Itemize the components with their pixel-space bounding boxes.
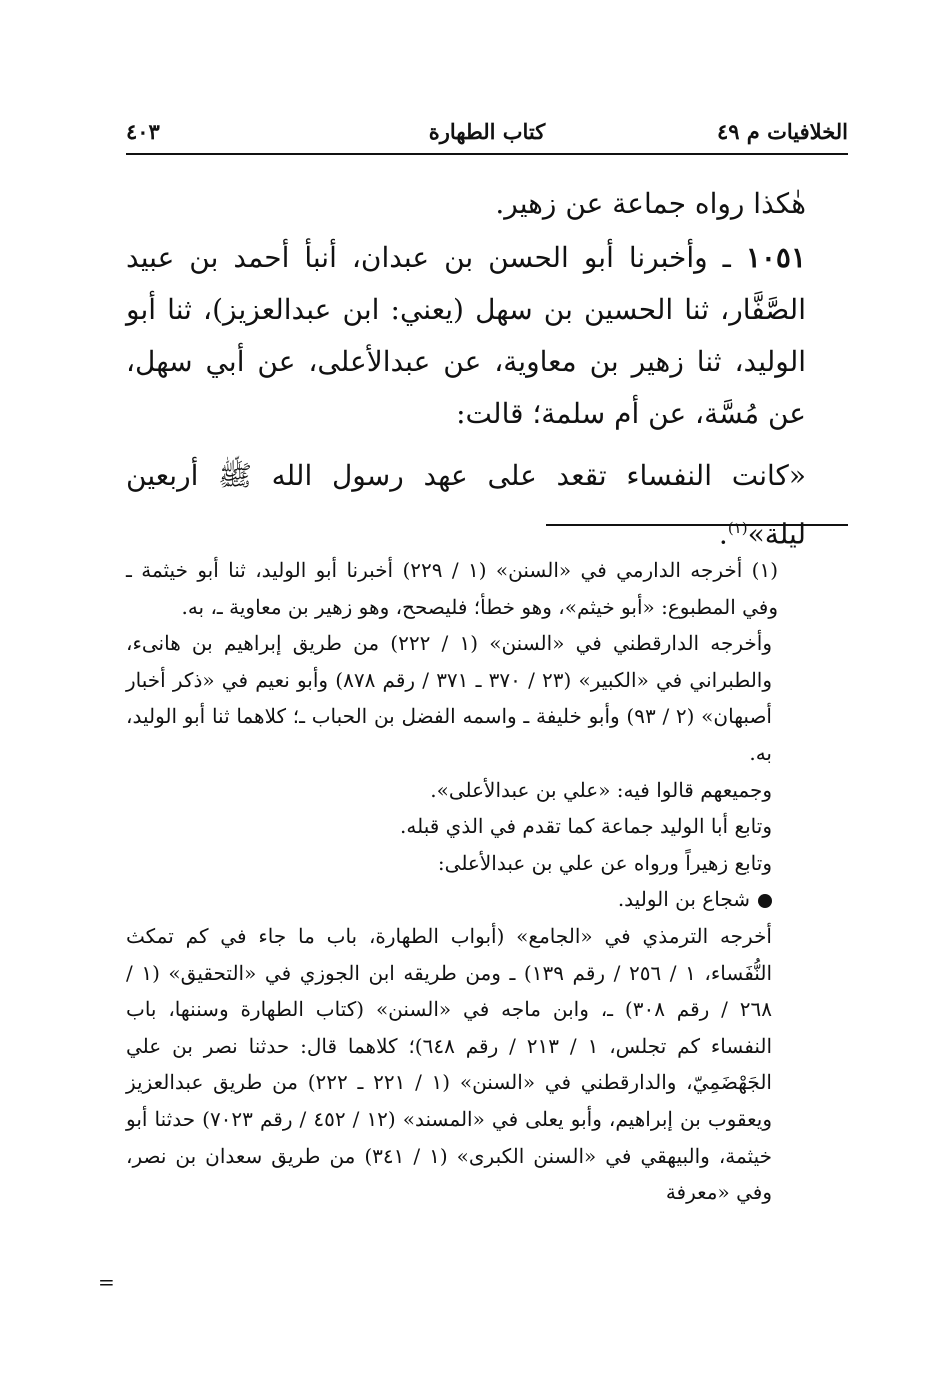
footnote-para-7: أخرجه الترمذي في «الجامع» (أبواب الطهارة، باب ما جاء في كم تمكث النُّفَساء، ١ / ٢٥٦ / رقم ١٣٩) ـ ومن طريقه ابن الجوزي في «التحقيق» (١ / ٢٦٨ / رقم ٣٠٨) ـ، وابن ماجه في «السنن» (كتاب الطهارة وسننها، باب النفساء كم تجلس، ١ / ٢١٣ / رقم ٦٤٨)؛ كلاهما قال: حدثنا نصر بن علي الجَهْضَمِيّ، والدارقطني في «السنن» (١ / ٢٢١ ـ ٢٢٢) من طريق عبدالعزيز ويعقوب بن إبراهيم، وأبو يعلى في «المسند» (١٢ / ٤٥٢ / رقم ٧٠٢٣) حدثنا أبو خيثمة، والبيهقي في «السنن الكبرى» (١ / ٣٤١) من طريق سعدان بن نصر، وفي «معرفة bbox=[126, 923, 773, 1205]
footnote-ref: (١) bbox=[727, 519, 748, 537]
bullet-icon bbox=[750, 887, 772, 911]
footnote-para-2: وأخرجه الدارقطني في «السنن» (١ / ٢٢٢) من طريق إبراهيم بن هانىء، والطبراني في «الكبير» (٢٣ / ٣٧٠ ـ ٣٧١ / رقم ٨٧٨) وأبو نعيم في «ذكر أخبار أصبهان» (٢ / ٩٣) وأبو خليفة ـ واسمه الفضل بن الحباب ـ؛ كلاهما ثنا أبو الوليد، به. bbox=[126, 631, 773, 765]
hadith-matn bbox=[126, 450, 848, 560]
bullet-text: شجاع بن الوليد. bbox=[617, 887, 750, 912]
footnote-para-5: وتابع زهيراً ورواه عن علي بن عبدالأعلى: bbox=[437, 850, 772, 875]
page-header bbox=[126, 112, 848, 152]
footnote-para-3: وجميعهم قالوا فيه: «علي بن عبدالأعلى». bbox=[430, 777, 772, 802]
page-number: ٤٠٣ bbox=[126, 119, 160, 144]
continuation-mark: = bbox=[98, 1270, 115, 1294]
footnote-bullet-item bbox=[126, 881, 848, 918]
hadith-block bbox=[126, 232, 848, 440]
footnote-para-4: وتابع أبا الوليد جماعة كما تقدم في الذي قبله. bbox=[400, 814, 772, 839]
hadith-isnad bbox=[126, 232, 848, 440]
header-chapter-title: كتاب الطهارة bbox=[428, 119, 546, 144]
main-text bbox=[126, 178, 848, 230]
footnote-1: (١) أخرجه الدارمي في «السنن» (١ / ٢٢٩) أخبرنا أبو الوليد، ثنا أبو خيثمة ـ وفي المطبوع: «أبو خيثم»، وهو خطأ؛ فليصحح، وهو زهير بن معاوية ـ، به. bbox=[126, 558, 779, 619]
hadith-number: ١٠٥١ bbox=[745, 241, 806, 274]
isnad-text: ـ وأخبرنا أبو الحسن بن عبدان، أنبأ أحمد بن عبيد الصَّفَّار، ثنا الحسين بن سهل (يعني: ابن عبدالعزيز)، ثنا أبو الوليد، ثنا زهير بن معاوية، عن عبدالأعلى، عن أبي سهل، عن مُسَّة، عن أم سلمة؛ قالت: bbox=[126, 241, 806, 430]
header-volume: الخلافيات م ٤٩ bbox=[716, 119, 848, 144]
header-divider bbox=[126, 153, 848, 155]
hadith-matn-block bbox=[126, 450, 848, 560]
matn-end: . bbox=[718, 517, 728, 551]
intro-line: هٰكذا رواه جماعة عن زهير. bbox=[495, 187, 806, 220]
matn-text: «كانت النفساء تقعد على عهد رسول الله ﷺ أربعين ليلة» bbox=[126, 459, 806, 551]
footnote-divider bbox=[546, 524, 848, 526]
footnotes bbox=[126, 552, 848, 1211]
